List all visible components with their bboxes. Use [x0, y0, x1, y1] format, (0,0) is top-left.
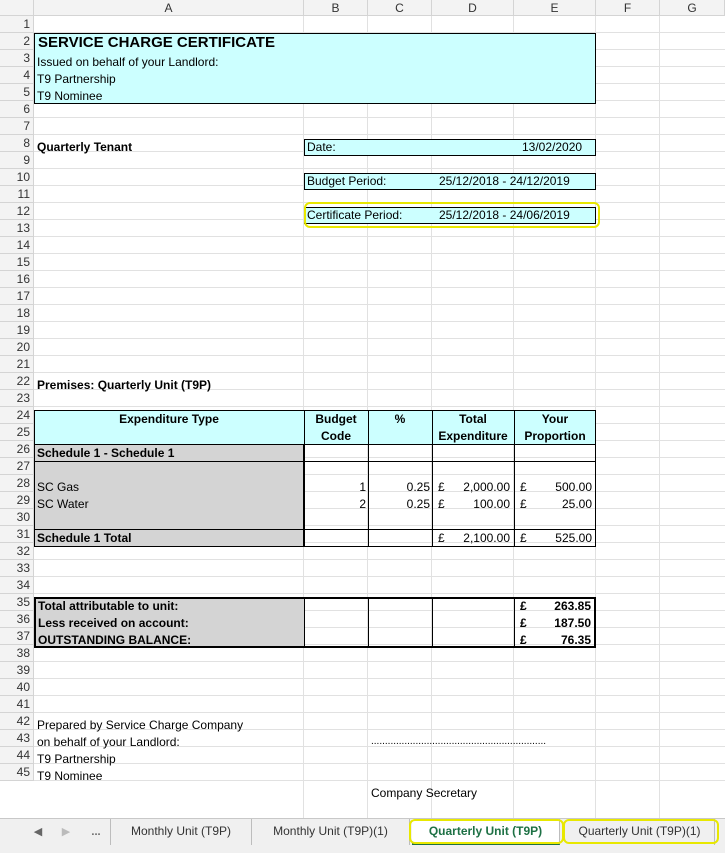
gridline	[34, 355, 725, 356]
company-secretary[interactable]: Company Secretary	[371, 786, 478, 800]
row-header[interactable]: 16	[0, 271, 34, 288]
row-gas-currency-prop: £	[520, 480, 527, 494]
row-header[interactable]: 10	[0, 169, 34, 186]
row-header[interactable]: 8	[0, 135, 34, 152]
footer-landlord-line-1[interactable]: T9 Partnership	[37, 752, 116, 766]
row-header[interactable]: 13	[0, 220, 34, 237]
row-header[interactable]: 11	[0, 186, 34, 203]
row-header[interactable]: 9	[0, 152, 34, 169]
row-header[interactable]: 32	[0, 543, 34, 560]
row-header[interactable]: 7	[0, 118, 34, 135]
tab-quarterly-unit[interactable]: Quarterly Unit (T9P)	[412, 819, 560, 845]
schedule-total-label[interactable]: Schedule 1 Total	[37, 531, 132, 545]
row-water-prop[interactable]: 25.00	[561, 497, 592, 511]
gridline	[34, 559, 725, 560]
divider	[34, 546, 596, 547]
received-on-account-currency: £	[520, 616, 527, 630]
column-header-g[interactable]: G	[660, 0, 725, 16]
divider	[432, 597, 433, 648]
row-header[interactable]: 39	[0, 662, 34, 679]
footer-landlord-line-2[interactable]: T9 Nominee	[37, 769, 103, 783]
gridline	[34, 712, 725, 713]
schedule-total-expenditure[interactable]: 2,100.00	[463, 531, 510, 545]
premises-label[interactable]: Premises: Quarterly Unit (T9P)	[37, 378, 212, 392]
divider	[34, 461, 596, 462]
gridline	[34, 661, 725, 662]
row-header[interactable]: 44	[0, 747, 34, 764]
row-header[interactable]: 45	[0, 764, 34, 781]
received-on-account-label[interactable]: Less received on account:	[38, 616, 189, 630]
date-value[interactable]: 13/02/2020	[522, 140, 583, 154]
row-header[interactable]: 3	[0, 50, 34, 67]
tab-more-button[interactable]: ...	[91, 826, 101, 838]
tab-monthly-unit[interactable]: Monthly Unit (T9P)	[110, 819, 252, 845]
gridline	[34, 338, 725, 339]
schedule-total-currency-prop: £	[520, 531, 527, 545]
row-header[interactable]: 34	[0, 577, 34, 594]
gridline	[34, 593, 725, 594]
row-header[interactable]: 41	[0, 696, 34, 713]
gridline	[34, 287, 725, 288]
received-on-account-value[interactable]: 187.50	[554, 616, 591, 630]
total-attributable-label[interactable]: Total attributable to unit:	[38, 599, 179, 613]
gridline	[34, 321, 725, 322]
row-header[interactable]: 36	[0, 611, 34, 628]
row-gas-code[interactable]: 1	[359, 480, 366, 494]
sheet-tab-bar	[0, 818, 725, 853]
row-header[interactable]: 19	[0, 322, 34, 339]
row-header[interactable]: 20	[0, 339, 34, 356]
header-expenditure-type[interactable]: Expenditure Type	[119, 412, 219, 426]
divider	[304, 597, 305, 648]
row-header[interactable]: 21	[0, 356, 34, 373]
row-header[interactable]: 15	[0, 254, 34, 271]
row-header[interactable]: 17	[0, 288, 34, 305]
row-header[interactable]: 2	[0, 33, 34, 50]
row-header[interactable]: 27	[0, 458, 34, 475]
budget-period-label[interactable]: Budget Period:	[307, 174, 387, 188]
row-water-pct[interactable]: 0.25	[406, 497, 430, 511]
row-header[interactable]: 12	[0, 203, 34, 220]
signature-line[interactable]: ...............................................................	[371, 736, 547, 747]
row-water-currency-prop: £	[520, 497, 527, 511]
row-water-total[interactable]: 100.00	[473, 497, 510, 511]
row-header[interactable]: 31	[0, 526, 34, 543]
row-header[interactable]: 14	[0, 237, 34, 254]
row-header[interactable]: 37	[0, 628, 34, 645]
divider	[368, 597, 369, 648]
gridline	[34, 117, 725, 118]
row-water-code[interactable]: 2	[359, 497, 366, 511]
gridline	[34, 678, 725, 679]
column-header-a[interactable]: A	[34, 0, 304, 16]
landlord-line-1[interactable]: T9 Partnership	[37, 72, 116, 86]
total-attributable-value[interactable]: 263.85	[554, 599, 591, 613]
gridline	[34, 270, 725, 271]
landlord-line-2[interactable]: T9 Nominee	[37, 89, 103, 103]
row-gas-currency-total: £	[438, 480, 445, 494]
column-header-f[interactable]: F	[596, 0, 660, 16]
select-all-corner[interactable]	[0, 0, 34, 16]
gridline	[34, 168, 725, 169]
row-header[interactable]: 18	[0, 305, 34, 322]
header-proportion-1[interactable]: Your	[541, 412, 569, 426]
row-water-name[interactable]: SC Water	[37, 497, 89, 511]
row-header[interactable]: 29	[0, 492, 34, 509]
column-header-b[interactable]: B	[304, 0, 368, 16]
header-budget-code-2[interactable]: Code	[321, 429, 351, 443]
tab-monthly-unit-1[interactable]: Monthly Unit (T9P)(1)	[252, 819, 410, 845]
certificate-period-label[interactable]: Certificate Period:	[307, 208, 403, 222]
row-gas-name[interactable]: SC Gas	[37, 480, 80, 494]
row-water-currency-total: £	[438, 497, 445, 511]
certificate-title[interactable]: SERVICE CHARGE CERTIFICATE	[38, 34, 275, 51]
header-total-1[interactable]: Total	[459, 412, 487, 426]
certificate-period-value[interactable]: 25/12/2018 - 24/06/2019	[439, 208, 570, 222]
gridline	[34, 134, 725, 135]
row-header[interactable]: 28	[0, 475, 34, 492]
row-header[interactable]: 33	[0, 560, 34, 577]
gridline	[34, 780, 725, 781]
row-header[interactable]: 23	[0, 390, 34, 407]
gridline	[34, 236, 725, 237]
gridline	[34, 695, 725, 696]
outstanding-balance-currency: £	[520, 633, 527, 647]
gridline	[34, 304, 725, 305]
tab-quarterly-unit-1[interactable]: Quarterly Unit (T9P)(1)	[565, 819, 715, 845]
row-header[interactable]: 25	[0, 424, 34, 441]
schedule-total-currency: £	[438, 531, 445, 545]
row-header[interactable]: 22	[0, 373, 34, 390]
gridline	[34, 372, 725, 373]
schedule-total-proportion[interactable]: 525.00	[555, 531, 592, 545]
gridline	[34, 253, 725, 254]
row-gas-prop[interactable]: 500.00	[555, 480, 592, 494]
row-header[interactable]: 24	[0, 407, 34, 424]
schedule-heading[interactable]: Schedule 1 - Schedule 1	[37, 446, 175, 460]
header-proportion-2[interactable]: Proportion	[524, 429, 586, 443]
column-header-e[interactable]: E	[514, 0, 596, 16]
row-gas-pct[interactable]: 0.25	[406, 480, 430, 494]
total-attributable-currency: £	[520, 599, 527, 613]
row-header[interactable]: 26	[0, 441, 34, 458]
tab-scroll-left-icon[interactable]: ◀	[33, 826, 43, 838]
issued-on-behalf[interactable]: Issued on behalf of your Landlord:	[37, 55, 219, 69]
row-header[interactable]: 43	[0, 730, 34, 747]
row-header[interactable]: 5	[0, 84, 34, 101]
column-header-c[interactable]: C	[368, 0, 432, 16]
date-label[interactable]: Date:	[307, 140, 336, 154]
outstanding-balance-value[interactable]: 76.35	[560, 633, 591, 647]
prepared-by[interactable]: Prepared by Service Charge Company	[37, 718, 244, 732]
header-percent[interactable]: %	[394, 412, 406, 426]
row-gas-total[interactable]: 2,000.00	[463, 480, 510, 494]
row-header[interactable]: 6	[0, 101, 34, 118]
row-header[interactable]: 4	[0, 67, 34, 84]
budget-period-value[interactable]: 25/12/2018 - 24/12/2019	[439, 174, 570, 188]
row-header[interactable]: 1	[0, 16, 34, 33]
tenant-name[interactable]: Quarterly Tenant	[37, 140, 133, 154]
row-header[interactable]: 30	[0, 509, 34, 526]
gridline	[34, 763, 725, 764]
row-header[interactable]: 40	[0, 679, 34, 696]
on-behalf-label[interactable]: on behalf of your Landlord:	[37, 735, 180, 749]
gridline	[34, 406, 725, 407]
row-header[interactable]: 35	[0, 594, 34, 611]
gridline	[34, 576, 725, 577]
gridline	[659, 16, 660, 818]
gridline	[34, 202, 725, 203]
row-header[interactable]: 42	[0, 713, 34, 730]
row-header[interactable]: 38	[0, 645, 34, 662]
header-budget-code-1[interactable]: Budget	[315, 412, 357, 426]
header-total-2[interactable]: Expenditure	[438, 429, 508, 443]
outstanding-balance-label[interactable]: OUTSTANDING BALANCE:	[38, 633, 192, 647]
column-header-d[interactable]: D	[432, 0, 514, 16]
tab-scroll-right-icon[interactable]: ▶	[61, 826, 71, 838]
